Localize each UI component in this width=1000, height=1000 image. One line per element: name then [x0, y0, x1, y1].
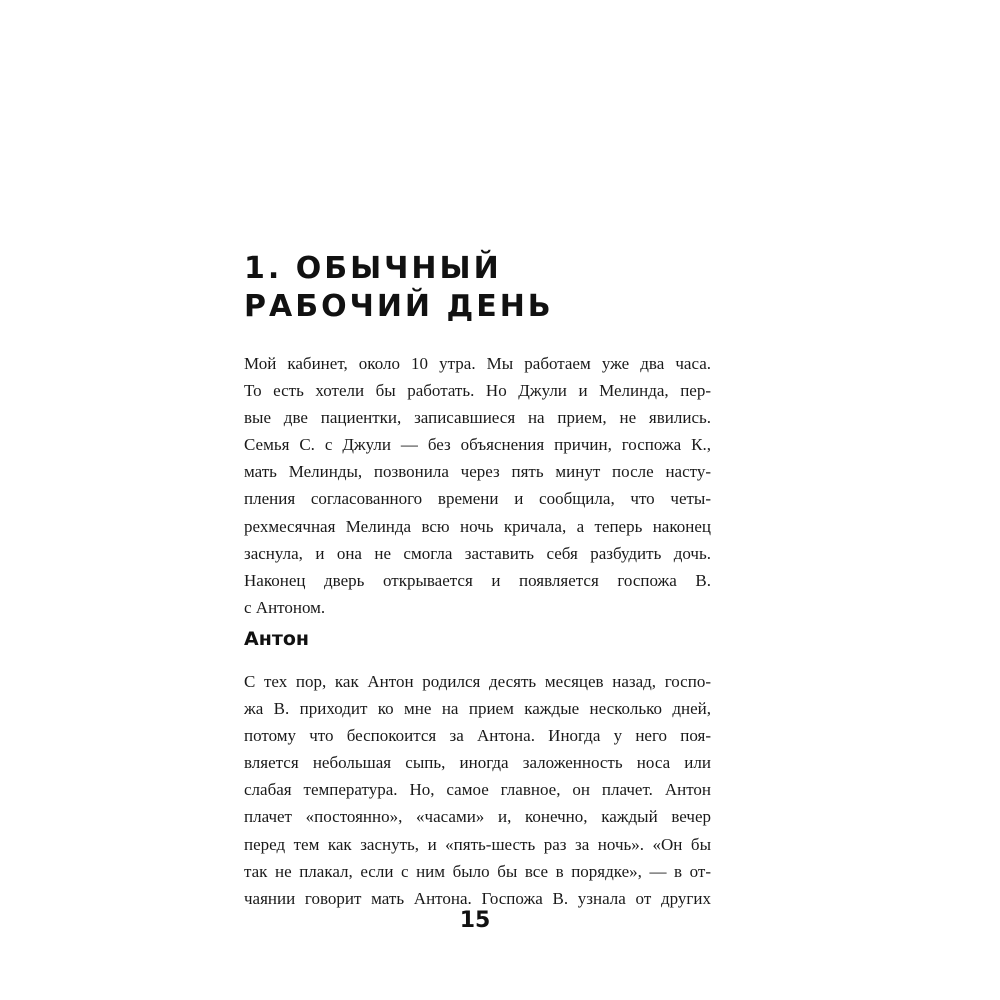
chapter-title-line-1: 1. ОБЫЧНЫЙ: [244, 251, 502, 286]
intro-line: Семья С. с Джули — без объяснения причин, госпожа К.,: [244, 435, 711, 455]
intro-line: рехмесячная Мелинда всю ночь кричала, а теперь наконец: [244, 516, 711, 536]
section-heading: Антон: [244, 628, 310, 650]
chapter-title-line-2: РАБОЧИЙ ДЕНЬ: [244, 289, 554, 324]
section-line: плачет «постоянно», «часами» и, конечно, каждый вечер: [244, 807, 711, 827]
section-line: вляется небольшая сыпь, иногда заложенность носа или: [244, 753, 711, 773]
intro-line: мать Мелинды, позвонила через пять минут после насту-: [244, 462, 711, 482]
section-line: перед тем как заснуть, и «пять-шесть раз за ночь». «Он бы: [244, 834, 711, 854]
section-line: слабая температура. Но, самое главное, он плачет. Антон: [244, 780, 711, 800]
section-line: так не плакал, если с ним было бы все в порядке», — в от-: [244, 861, 711, 881]
section-line: С тех пор, как Антон родился десять месяцев назад, госпо-: [244, 672, 711, 691]
intro-line: вые две пациентки, записавшиеся на прием, не явились.: [244, 408, 711, 428]
page-number: 15: [459, 908, 491, 933]
intro-line: То есть хотели бы работать. Но Джули и Мелинда, пер-: [244, 381, 711, 401]
intro-line: заснула, и она не смогла заставить себя разбудить дочь.: [244, 543, 711, 563]
intro-line: пления согласованного времени и сообщила, что четы-: [244, 489, 711, 509]
section-line: жа В. приходит ко мне на прием каждые несколько дней,: [244, 699, 711, 719]
intro-line: с Антоном.: [244, 597, 326, 617]
intro-line: Мой кабинет, около 10 утра. Мы работаем уже два часа.: [244, 354, 711, 373]
chapter-title: [244, 250, 554, 326]
section-paragraph: [244, 668, 711, 912]
section-line: потому что беспокоится за Антона. Иногда у него поя-: [244, 726, 711, 746]
intro-paragraph: [244, 350, 711, 621]
intro-line: Наконец дверь открывается и появляется госпожа В.: [244, 570, 711, 590]
section-line: чаянии говорит мать Антона. Госпожа В. узнала от других: [244, 888, 711, 908]
